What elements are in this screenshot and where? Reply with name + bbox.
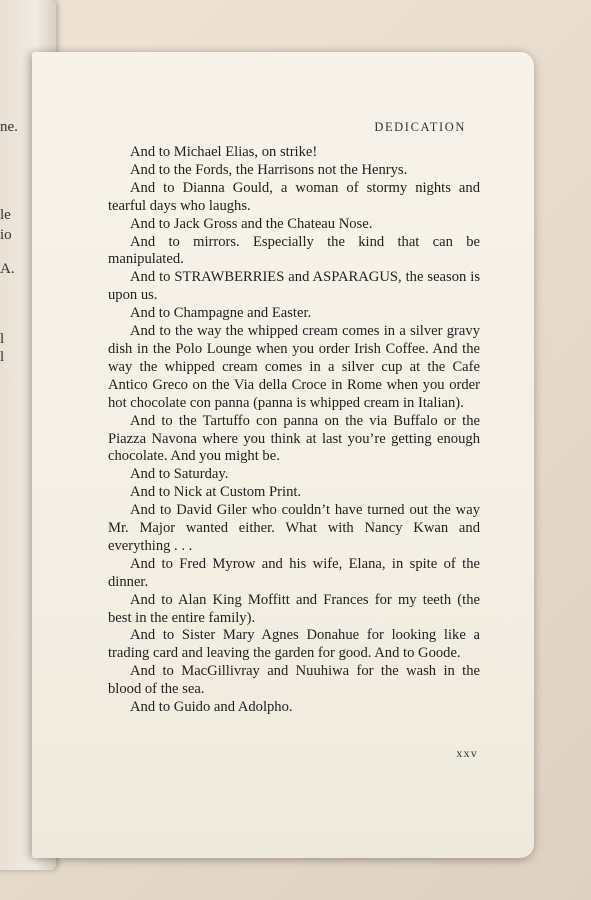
dedication-paragraph: And to Alan King Moffitt and Frances for my teeth (the best in the entire family). bbox=[108, 591, 480, 626]
dedication-paragraph: And to Champagne and Easter. bbox=[130, 305, 312, 322]
previous-page-fragment: l bbox=[0, 331, 5, 347]
dedication-paragraph: And to STRAWBERRIES and ASPARAGUS, the season is upon us. bbox=[108, 269, 480, 304]
dedication-paragraph: And to mirrors. Especially the kind that can be manipulated. bbox=[108, 233, 480, 268]
running-head: DEDICATION bbox=[374, 120, 466, 134]
dedication-paragraph: And to Fred Myrow and his wife, Elana, in spite of the dinner. bbox=[108, 555, 480, 590]
previous-page-fragment: l bbox=[0, 349, 5, 365]
dedication-paragraph: And to Dianna Gould, a woman of stormy nights and tearful days who laughs. bbox=[108, 179, 480, 214]
dedication-paragraph: And to David Giler who couldn’t have turned out the way Mr. Major wanted either. What with Nancy Kwan and everything . . . bbox=[108, 502, 480, 554]
dedication-paragraph: And to MacGillivray and Nuuhiwa for the wash in the blood of the sea. bbox=[108, 663, 480, 698]
dedication-paragraph: And to Saturday. bbox=[130, 466, 229, 483]
previous-page-fragment: A. bbox=[0, 261, 15, 277]
dedication-paragraph: And to Jack Gross and the Chateau Nose. bbox=[130, 215, 373, 232]
page-number: xxv bbox=[456, 746, 478, 760]
dedication-paragraph: And to Sister Mary Agnes Donahue for looking like a trading card and leaving the garden for good. And to Goode. bbox=[108, 627, 480, 662]
previous-page-fragment: io bbox=[0, 227, 12, 243]
previous-page-fragment: le bbox=[0, 207, 11, 223]
previous-page-fragment: ne. bbox=[0, 119, 18, 135]
dedication-paragraph: And to the Fords, the Harrisons not the Henrys. bbox=[130, 161, 408, 178]
dedication-paragraph: And to Nick at Custom Print. bbox=[130, 484, 302, 501]
dedication-text bbox=[108, 144, 480, 717]
dedication-paragraph: And to Michael Elias, on strike! bbox=[130, 144, 318, 160]
dedication-paragraph: And to the way the whipped cream comes in a silver gravy dish in the Polo Lounge when you order Irish Coffee. And the way the whipped cream comes in a silver cup at the Cafe Antico Greco on the Via della Croce in Rome when you order hot chocolate con panna (panna is whipped cream in Italian). bbox=[108, 323, 480, 411]
book-page bbox=[32, 52, 534, 858]
dedication-paragraph: And to Guido and Adolpho. bbox=[130, 699, 293, 716]
dedication-paragraph: And to the Tartuffo con panna on the via Buffalo or the Piazza Navona where you think at last you’re getting enough chocolate. And you might be. bbox=[108, 412, 480, 465]
